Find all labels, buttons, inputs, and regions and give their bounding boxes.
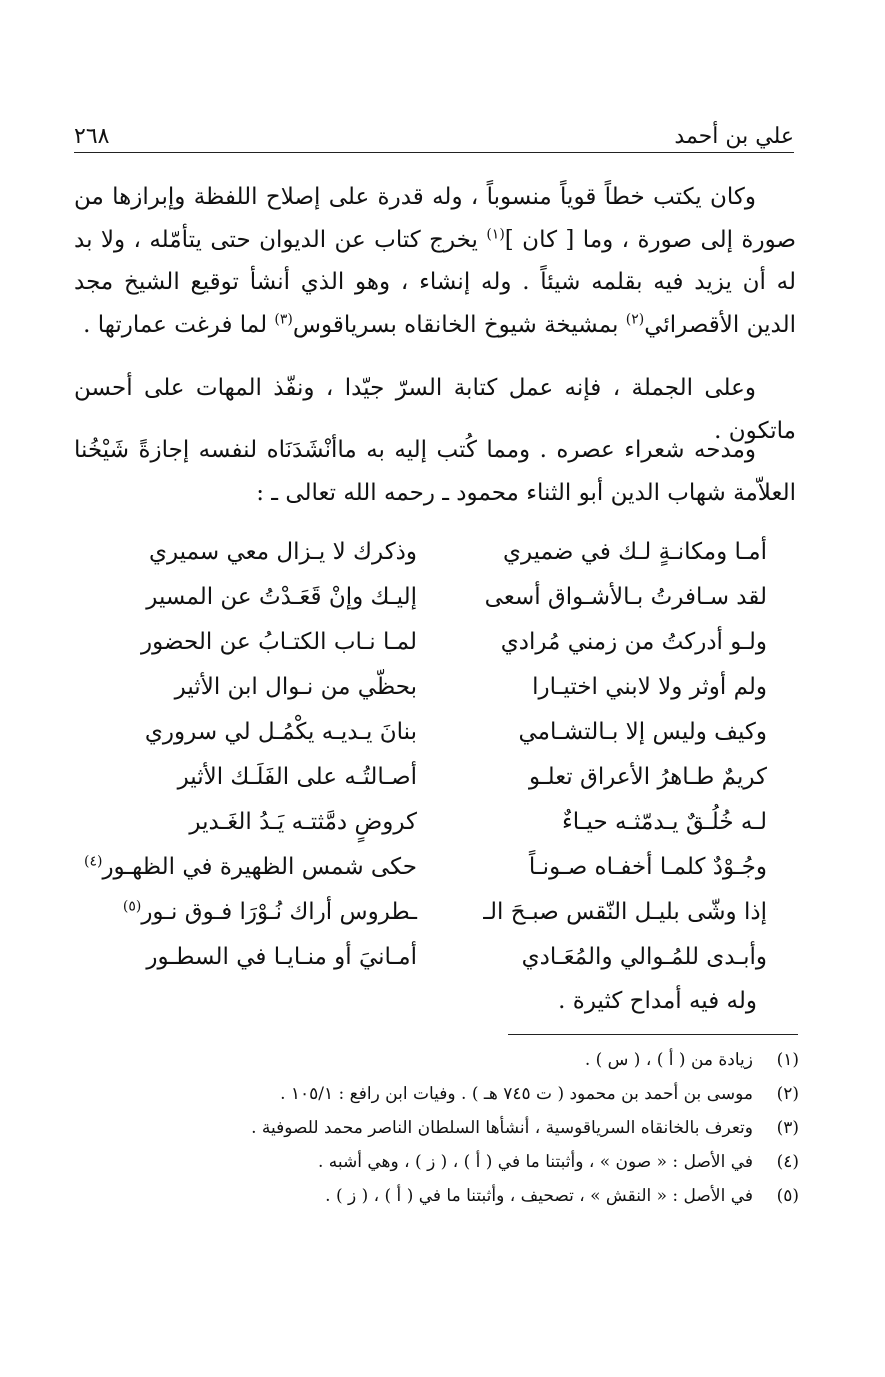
verse-second-hemistich: أمـانيَ أو منـايـا في السطـور <box>146 944 417 970</box>
running-title: علي بن أحمد <box>674 123 794 149</box>
verse-first-hemistich: وأبـدى للمُـوالي والمُعَـادي <box>521 944 767 970</box>
verse-first-hemistich: لقد سـافرتُ بـالأشـواق أسعى <box>484 584 767 610</box>
footnote-ref-3: (٣) <box>274 310 293 327</box>
verse-second-hemistich: إليـك وإنْ قَعَـدْتُ عن المسير <box>146 584 417 610</box>
verse-first-hemistich: وكيف وليس إلا بـالتشـامي <box>518 719 767 745</box>
footnote-text: زيادة من ( أ ) ، ( س ) . <box>584 1050 753 1070</box>
verse <box>0 845 885 890</box>
running-header <box>74 118 794 154</box>
header-rule <box>74 152 794 153</box>
footnote-number: (٥) <box>776 1186 799 1206</box>
verse-second-hemistich: بنانَ يـديـه يكْمُـل لي سروري <box>144 719 417 745</box>
verse-second-hemistich <box>84 845 417 890</box>
footnote <box>74 1111 799 1145</box>
verse-first-hemistich: ولم أوثر ولا لابني اختيـارا <box>532 674 767 700</box>
footnote-text: وتعرف بالخانقاه السرياقوسية ، أنشأها السلطان الناصر محمد للصوفية . <box>251 1118 753 1138</box>
verse-first-hemistich: وجُـوْدٌ كلمـا أخفـاه صـونـاً <box>528 854 767 880</box>
footnote-number: (٤) <box>776 1152 799 1172</box>
verse-first-hemistich: إذا وشّى بليـل النّقس صبـحَ الـ <box>483 899 767 925</box>
footnote <box>74 1179 799 1213</box>
verse <box>0 710 885 755</box>
paragraph-1-text-b: يخرج كتاب عن الديوان حتى يتأمّله ، ولا بد له أن يزيد فيه بقلمه شيئاً . وله إنشاء ، وهو الذي أنشأ توقيع الشيخ مجد الدين الأقصرائي <box>74 226 796 338</box>
verse-second-hemistich-text: ـطروس أراك نُـوْرَا فـوق نـور <box>141 899 417 925</box>
footnote <box>74 1043 799 1077</box>
footnote-rule <box>508 1034 798 1035</box>
footnote-text: في الأصل : « النقش » ، تصحيف ، وأثبتنا ما في ( أ ) ، ( ز ) . <box>325 1186 753 1206</box>
verse-first-hemistich: ولـو أدركتُ من زمني مُرادي <box>500 629 767 655</box>
paragraph-1-text-a: وكان يكتب خطاً قوياً منسوباً ، وله قدرة على إصلاح اللفظة وإبرازها من صورة إلى صورة ، وما [ كان ] <box>74 184 796 253</box>
verse-second-hemistich: أصـالتُـه على الفَلَـك الأثير <box>177 764 417 790</box>
verse <box>0 620 885 665</box>
footnote-ref-5: (٥) <box>122 898 142 915</box>
footnote-number: (١) <box>776 1050 799 1070</box>
verse-second-hemistich: وذكرك لا يـزال معي سميري <box>148 539 417 565</box>
verse-second-hemistich <box>123 890 417 935</box>
verse <box>0 890 885 935</box>
verse-first-hemistich: كريمٌ طـاهرُ الأعراق تعلـو <box>528 764 767 790</box>
footnote <box>74 1145 799 1179</box>
paragraph-1-text-d: لما فرغت عمارتها . <box>83 311 275 338</box>
verse-second-hemistich: بحظّي من نـوال ابن الأثير <box>174 674 417 700</box>
paragraph-1-text-c: بمشيخة شيوخ الخانقاه بسرياقوس <box>292 311 626 338</box>
paragraph-1 <box>74 176 796 346</box>
verse <box>0 575 885 620</box>
verse <box>0 530 885 575</box>
verse <box>0 665 885 710</box>
footnote-ref-4: (٤) <box>83 853 103 870</box>
verse-second-hemistich: كروضٍ دمَّثتـه يَـدُ الغَـدير <box>189 809 417 835</box>
verse <box>0 755 885 800</box>
verse <box>0 800 885 845</box>
footnote-text: موسى بن أحمد بن محمود ( ت ٧٤٥ هـ ) . وفيات ابن رافع : ١٠٥/١ . <box>280 1084 753 1104</box>
paragraph-2: وعلى الجملة ، فإنه عمل كتابة السرّ جيّدا ، ونفّذ المهات على أحسن ماتكون . <box>74 375 796 444</box>
verse-first-hemistich: لـه خُلُـقٌ يـدمّثـه حيـاءٌ <box>561 809 767 835</box>
footnotes <box>74 1043 799 1213</box>
footnote <box>74 1077 799 1111</box>
closing-line: وله فيه أمداح كثيرة . <box>558 988 757 1014</box>
verse <box>0 935 885 980</box>
verse-second-hemistich-text: حكى شمس الظهيرة في الظهـور <box>102 854 417 880</box>
footnote-ref-2: (٢) <box>625 310 645 327</box>
verse-first-hemistich: أمـا ومكانـةٍ لـك في ضميري <box>502 539 767 565</box>
footnote-number: (٣) <box>776 1118 799 1138</box>
page-number: ٢٦٨ <box>74 123 110 149</box>
footnote-ref-1: (١) <box>486 225 505 242</box>
paragraph-3: ومدحه شعراء عصره . ومما كُتب إليه به ماأنْشَدَنَاه لنفسه إجازةً شَيْخُنا العلاّمة شهاب الدين أبو الثناء محمود ـ رحمه الله تعالى ـ : <box>74 437 796 506</box>
footnote-number: (٢) <box>776 1084 799 1104</box>
verse-second-hemistich: لمـا نـاب الكتـابُ عن الحضور <box>141 629 417 655</box>
footnote-text: في الأصل : « صون » ، وأثبتنا ما في ( أ ) ، ( ز ) ، وهي أشبه . <box>317 1152 753 1172</box>
